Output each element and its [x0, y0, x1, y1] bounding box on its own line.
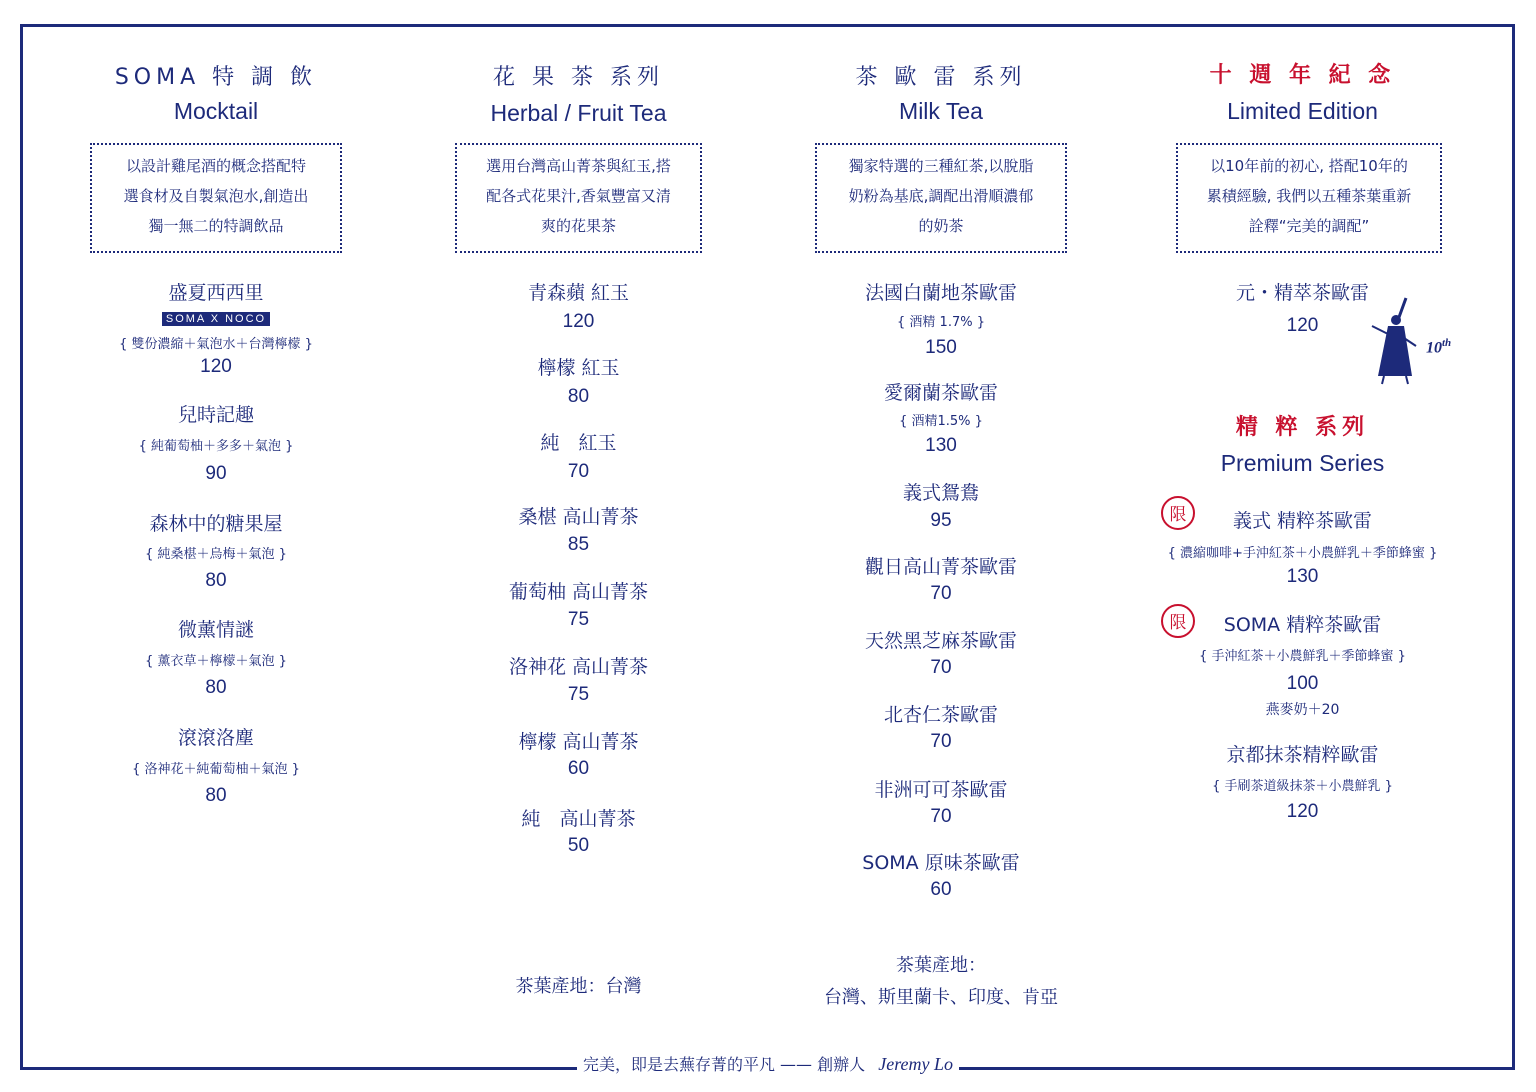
item-price: 80: [205, 677, 227, 698]
description-line: 爽的花果茶: [540, 217, 616, 235]
item-ingredients: { 濃縮咖啡+手沖紅茶＋小農鮮乳＋季節蜂蜜 }: [1167, 546, 1438, 561]
collab-badge-row: [90, 307, 342, 326]
item-price: 120: [1286, 801, 1319, 822]
item-ingredients: { 純桑椹＋烏梅＋氣泡 }: [145, 547, 287, 562]
item-price: 120: [562, 311, 595, 332]
item-name: 桑椹 高山菁茶: [518, 506, 639, 528]
item-name: 洛神花 高山菁茶: [508, 656, 649, 678]
item-extra-option: 燕麥奶＋20: [1265, 702, 1340, 718]
description-line: 詮釋“完美的調配”: [1248, 217, 1370, 235]
item-name: 盛夏西西里: [168, 282, 264, 304]
item-price: 70: [930, 583, 952, 604]
section-description: [455, 143, 702, 253]
item-name: 觀日高山菁茶歐雷: [864, 556, 1017, 578]
item-price: 70: [930, 806, 952, 827]
section-title-zh: 花 果 茶 系列: [493, 65, 664, 90]
item-name: 純 紅玉: [540, 432, 617, 454]
item-name: 青森蘋 紅玉: [527, 282, 630, 304]
item-price: 60: [930, 879, 952, 900]
tea-origin: 台灣、斯里蘭卡、印度、肯亞: [824, 987, 1058, 1008]
tea-origin: 茶葉產地：台灣: [515, 976, 642, 997]
item-price: 80: [205, 785, 227, 806]
item-alcohol: { 酒精1.5% }: [899, 414, 983, 429]
item-price: 70: [567, 461, 590, 482]
section-title-zh: SOMA 特 調 飲: [114, 65, 318, 90]
founder-signature: Jeremy Lo: [878, 1054, 954, 1074]
item-name: 微薰情謎: [177, 619, 254, 641]
item-price: 75: [567, 609, 590, 630]
item-ingredients: { 手刷茶道級抹茶＋小農鮮乳 }: [1212, 779, 1393, 794]
premium-title-zh: 精 粹 系列: [1235, 415, 1370, 440]
item-name: 非洲可可茶歐雷: [874, 779, 1008, 801]
item-name: 北杏仁茶歐雷: [883, 704, 998, 726]
premium-title-en: Premium Series: [1220, 450, 1385, 476]
description-line: 獨家特選的三種紅茶,以脫脂: [848, 157, 1034, 175]
item-name: 元・精萃茶歐雷: [1235, 282, 1369, 304]
item-price: 150: [925, 337, 957, 358]
description-line: 奶粉為基底,調配出滑順濃郁: [848, 187, 1034, 205]
item-ingredients: { 薰衣草＋檸檬＋氣泡 }: [145, 654, 287, 669]
description-line: 以設計雞尾酒的概念搭配特: [125, 157, 306, 175]
item-name: 義式鴛鴦: [902, 482, 979, 504]
item-name: 兒時記趣: [177, 404, 254, 426]
section-title-zh: 十 週 年 紀 念: [1209, 63, 1396, 88]
collab-badge: SOMA X NOCO: [162, 312, 270, 326]
item-name: 天然黑芝麻茶歐雷: [864, 630, 1017, 652]
item-ingredients: { 手沖紅茶＋小農鮮乳＋季節蜂蜜 }: [1199, 649, 1406, 664]
item-price: 100: [1286, 673, 1319, 694]
item-price: 120: [1286, 315, 1319, 336]
section-title-zh: 茶 歐 雷 系列: [855, 65, 1027, 90]
item-price: 85: [567, 534, 590, 555]
item-price: 70: [930, 731, 952, 752]
item-alcohol: { 酒精 1.7% }: [897, 315, 985, 330]
item-price: 80: [567, 386, 590, 407]
tea-origin-label: 茶葉產地：: [896, 955, 986, 976]
item-price: 120: [200, 356, 232, 377]
item-name: 檸檬 紅玉: [537, 357, 620, 379]
footer-motto: 完美，即是去蕪存菁的平凡 —— 創辦人: [582, 1055, 866, 1074]
description-line: 配各式花果汁,香氣豐富又清: [486, 187, 671, 205]
item-name: SOMA 精粹茶歐雷: [1223, 614, 1382, 636]
section-description: [815, 143, 1067, 253]
description-line: 的奶茶: [918, 217, 964, 235]
item-name: 純 高山菁茶: [521, 808, 636, 830]
description-line: 獨一無二的特調飲品: [148, 217, 284, 235]
item-name: 滾滾洛塵: [177, 727, 254, 749]
limited-mark: 限: [1158, 496, 1198, 530]
item-price: 50: [567, 835, 590, 856]
item-price: 130: [925, 435, 957, 456]
section-title-en: Milk Tea: [899, 98, 983, 124]
item-name: 葡萄柚 高山菁茶: [508, 581, 649, 603]
section-title-en: Limited Edition: [1227, 98, 1378, 124]
item-ingredients: { 洛神花＋純葡萄柚＋氣泡 }: [132, 762, 300, 777]
item-name: SOMA 原味茶歐雷: [862, 852, 1020, 874]
description-line: 選用台灣高山菁茶與紅玉,搭: [486, 157, 671, 175]
item-ingredients: { 雙份濃縮＋氣泡水＋台灣檸檬 }: [119, 337, 313, 352]
item-name: 檸檬 高山菁茶: [518, 731, 639, 753]
section-description: [1176, 143, 1442, 253]
limited-mark: 限: [1158, 604, 1198, 638]
section-title-en: Mocktail: [173, 98, 259, 124]
item-ingredients: { 純葡萄柚＋多多＋氣泡 }: [138, 439, 294, 454]
item-name: 愛爾蘭茶歐雷: [883, 382, 998, 404]
description-line: 以10年前的初心, 搭配10年的: [1210, 157, 1408, 175]
item-name: 義式 精粹茶歐雷: [1232, 510, 1373, 532]
description-line: 選食材及自製氣泡水,創造出: [123, 187, 309, 205]
item-price: 60: [567, 758, 590, 779]
footer: [0, 1052, 1536, 1075]
section-title-en: Herbal / Fruit Tea: [490, 100, 667, 126]
section-description: [90, 143, 342, 253]
footer-text: [577, 1052, 959, 1075]
item-name: 森林中的糖果屋: [149, 513, 283, 535]
item-price: 80: [205, 570, 227, 591]
item-name: 京都抹茶精粹歐雷: [1226, 744, 1379, 766]
item-name: 法國白蘭地茶歐雷: [864, 282, 1017, 304]
anniversary-mark: 10th: [1426, 337, 1452, 357]
item-price: 90: [205, 463, 227, 484]
description-line: 累積經驗, 我們以五種茶葉重新: [1206, 187, 1412, 205]
item-price: 75: [567, 684, 590, 705]
item-price: 130: [1286, 566, 1319, 587]
item-price: 70: [930, 657, 952, 678]
item-price: 95: [930, 510, 952, 531]
